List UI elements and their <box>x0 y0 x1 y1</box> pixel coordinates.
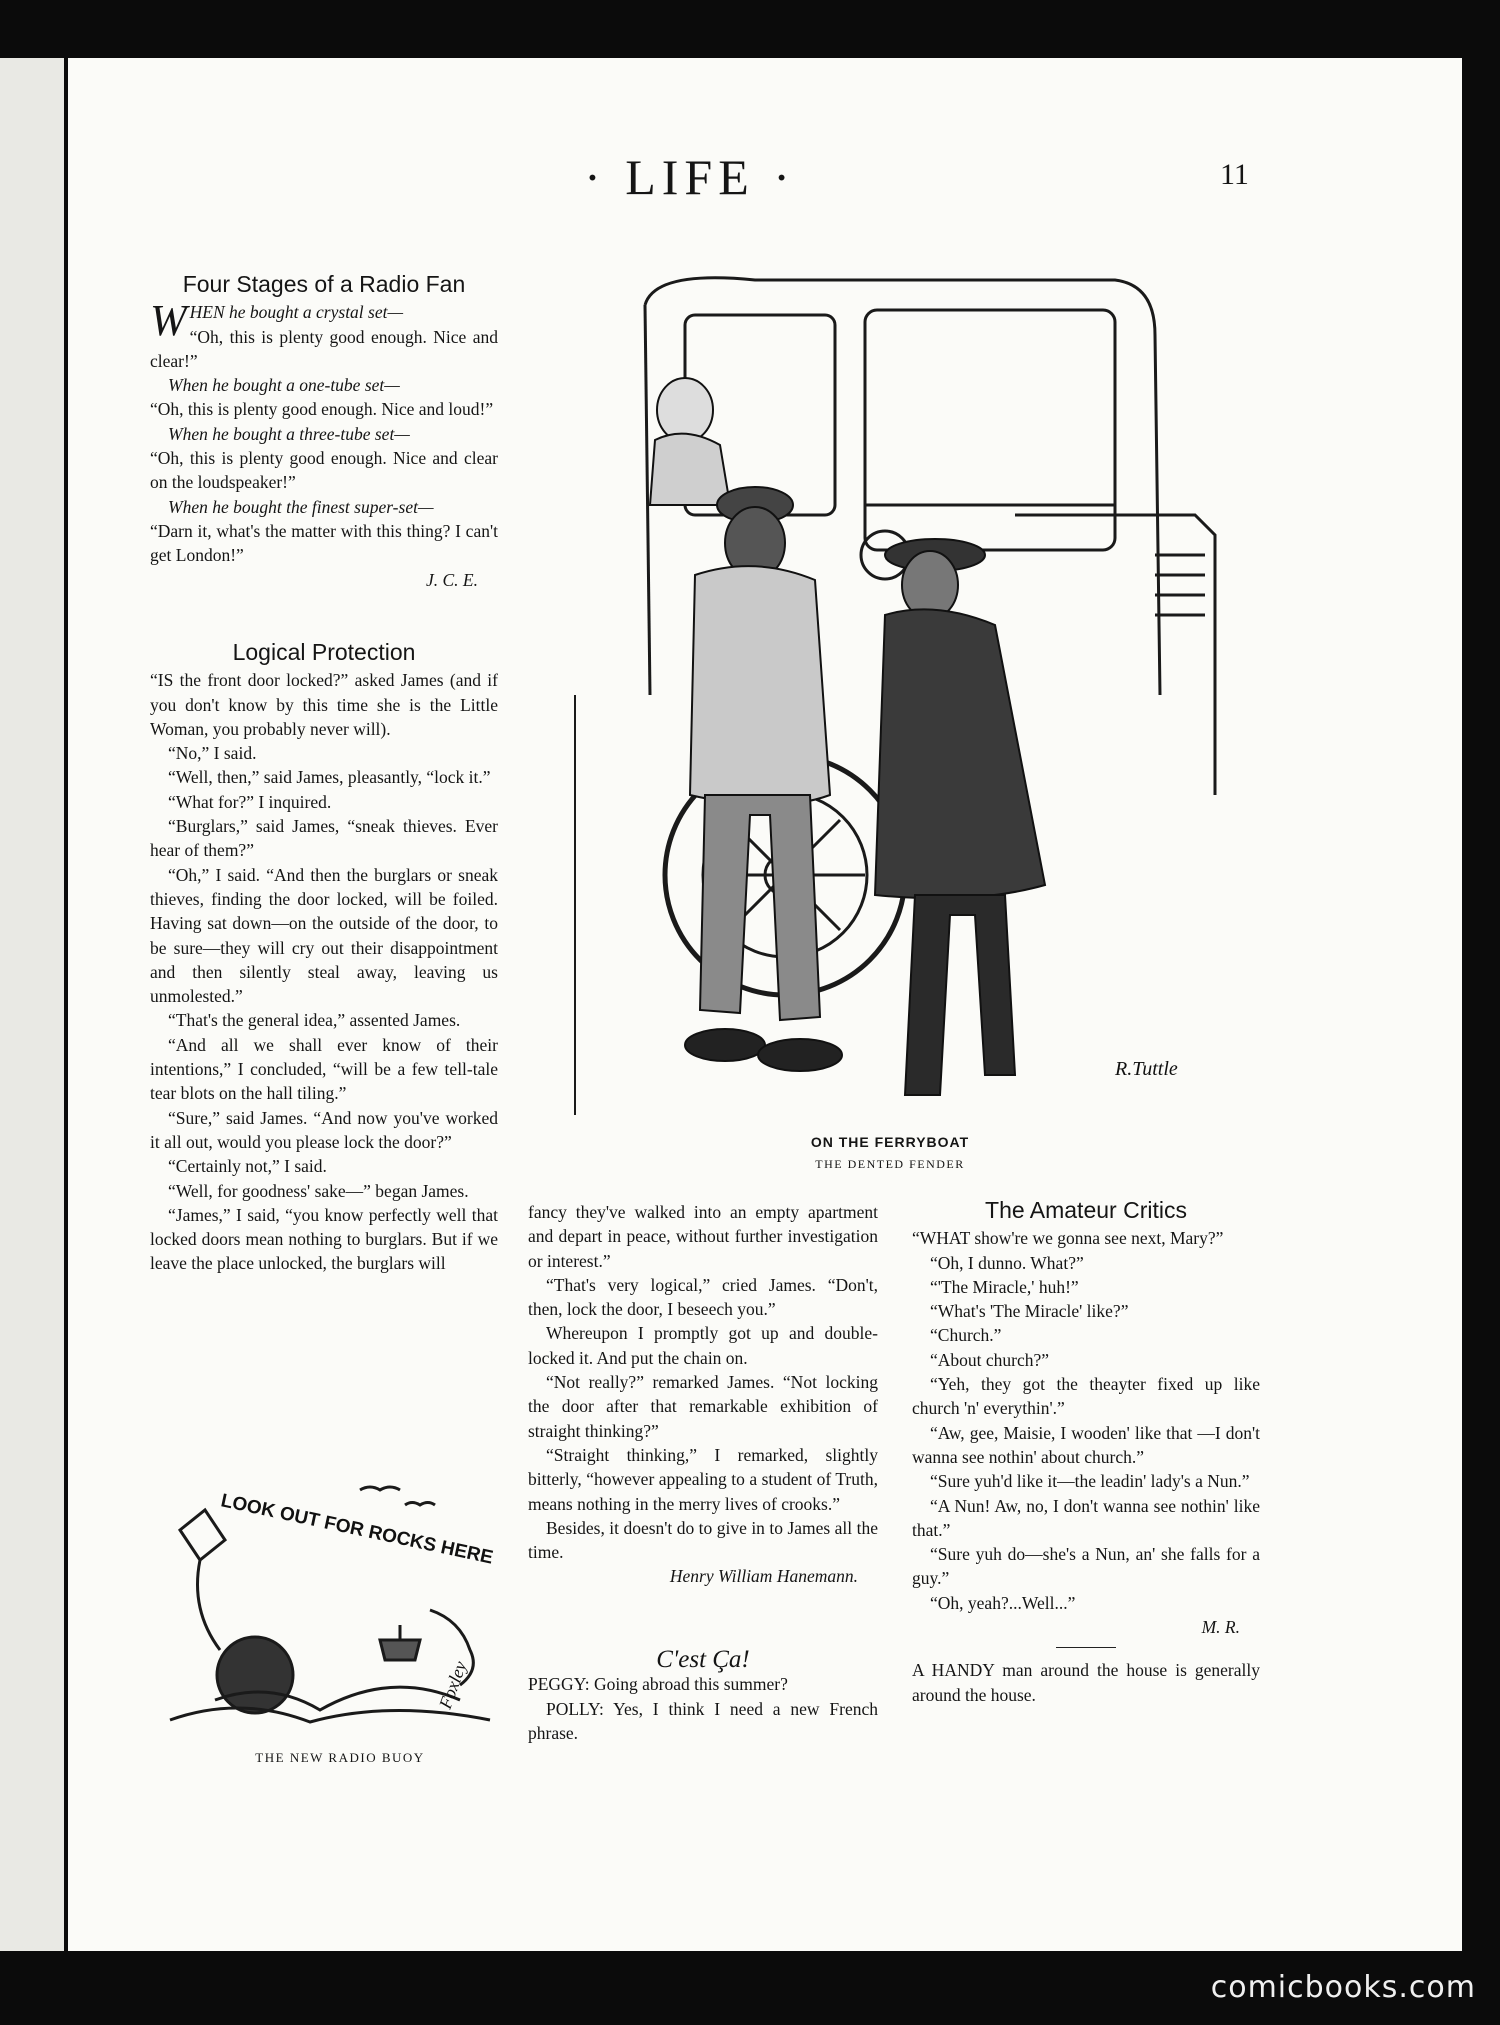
article-title: Four Stages of a Radio Fan <box>182 271 466 297</box>
ferryboat-illustration <box>555 275 1245 1115</box>
byline: Henry William Hanemann. <box>669 1566 858 1587</box>
buoy-lettering: LOOK OUT FOR ROCKS HERE <box>218 1490 495 1569</box>
article-cest-ca: C'est Ça! PEGGY: Going abroad this summer? POLLY: Yes, I think I need a new French phrase. <box>528 1646 878 1743</box>
cartoon-subcaption: THE DENTED FENDER <box>815 1157 965 1171</box>
article-logical-protection-cont: fancy they've walked into an empty apartment and depart in peace, without further investigation or interest.” “That's very logical,” cried James. “Don't, then, lock the door, I beseech you.” Whereupon I promptly got up and double-locked it. And put the chain on. “Not really?” remarked James. “Not locking the door after that remarkable exhibition of straight thinking?” “Straight thinking,” I remarked, slightly bitterly, “however appealing to a student of Truth, means nothing in the merry lives of crooks.” Besides, it doesn't do to give in to James all the time. Henry William Hanemann. <box>528 1200 878 1589</box>
previous-page-edge <box>0 58 70 1951</box>
cartoon-signature: R.Tuttle <box>1115 1058 1178 1080</box>
buoy-caption: THE NEW RADIO BUOY <box>255 1750 425 1765</box>
cartoon-caption: ON THE FERRYBOAT <box>810 1134 970 1150</box>
article-amateur-critics: The Amateur Critics “WHAT show're we gonna see next, Mary?” “Oh, I dunno. What?” “'The Miracle,' huh!” “What's 'The Miracle' like?” “Church.” “About church?” “Yeh, they got the theayter fixed up like church 'n' everythin'.” “Aw, gee, Maisie, I wooden' like that —I don't wanna see nothin' about church.” “Sure yuh'd like it—the leadin' lady's a Nun.” “A Nun! Aw, no, I don't wanna see nothin' like that.” “Sure yuh do—she's a Nun, an' she falls for a guy.” “Oh, yeah?...Well...” M. R. A HANDY man around the house is generally around the house. <box>912 1198 1260 1707</box>
byline: M. R. <box>1201 1617 1240 1638</box>
article-title: C'est Ça! <box>656 1646 750 1673</box>
divider <box>1056 1647 1116 1648</box>
cartoon-radio-buoy <box>160 1470 500 1740</box>
article-title: Logical Protection <box>232 639 416 665</box>
cartoon-ferryboat <box>555 275 1245 1115</box>
dropcap: W <box>150 296 187 346</box>
article-logical-protection: Logical Protection “IS the front door locked?” asked James (and if you don't know by this time she is the Little Woman, you probably never will). “No,” I said. “Well, then,” said James, pleasantly, “lock it.” “What for?” I inquired. “Burglars,” said James, “sneak thieves. Ever hear of them?” “Oh,” I said. “And then the burglars or sneak thieves, finding the door locked, will be foiled. Having sat down—on the outside of the door, to be sure—they will cry out their disappointment and then silently steal away, leaving us unmolested.” “That's the general idea,” assented James. “And all we shall ever know of their intentions,” I concluded, “will be a few tell-tale tear blots on the hall tiling.” “Sure,” said James. “And now you've worked it all out, would you please lock the door?” “Certainly not,” I said. “Well, for goodness' sake—” began James. “James,” I said, “you know perfectly well that locked doors mean nothing to burglars. But if we leave the place unlocked, the burglars will <box>150 639 498 1274</box>
radio-buoy-illustration <box>160 1470 500 1740</box>
page-number: 11 <box>1220 158 1249 191</box>
byline: J. C. E. <box>425 569 478 590</box>
masthead-title: · LIFE · <box>584 149 796 205</box>
article-radio-fan: Four Stages of a Radio Fan WHEN he bought a crystal set— “Oh, this is plenty good enough. Nice and clear!” When he bought a one-tube set— “Oh, this is plenty good enough. Nice and loud!” When he bought a three-tube set— “Oh, this is plenty good enough. Nice and clear on the loudspeaker!” When he bought the finest super-set— “Darn it, what's the matter with this thing? I can't get London!” J. C. E. <box>150 272 498 592</box>
article-title: The Amateur Critics <box>985 1197 1187 1223</box>
site-credit: comicbooks.com <box>1210 1970 1476 2005</box>
handy-man-quip: A HANDY man around the house is generally around the house. <box>912 1660 1260 1705</box>
buoy-signature: Foxley <box>434 1658 471 1712</box>
